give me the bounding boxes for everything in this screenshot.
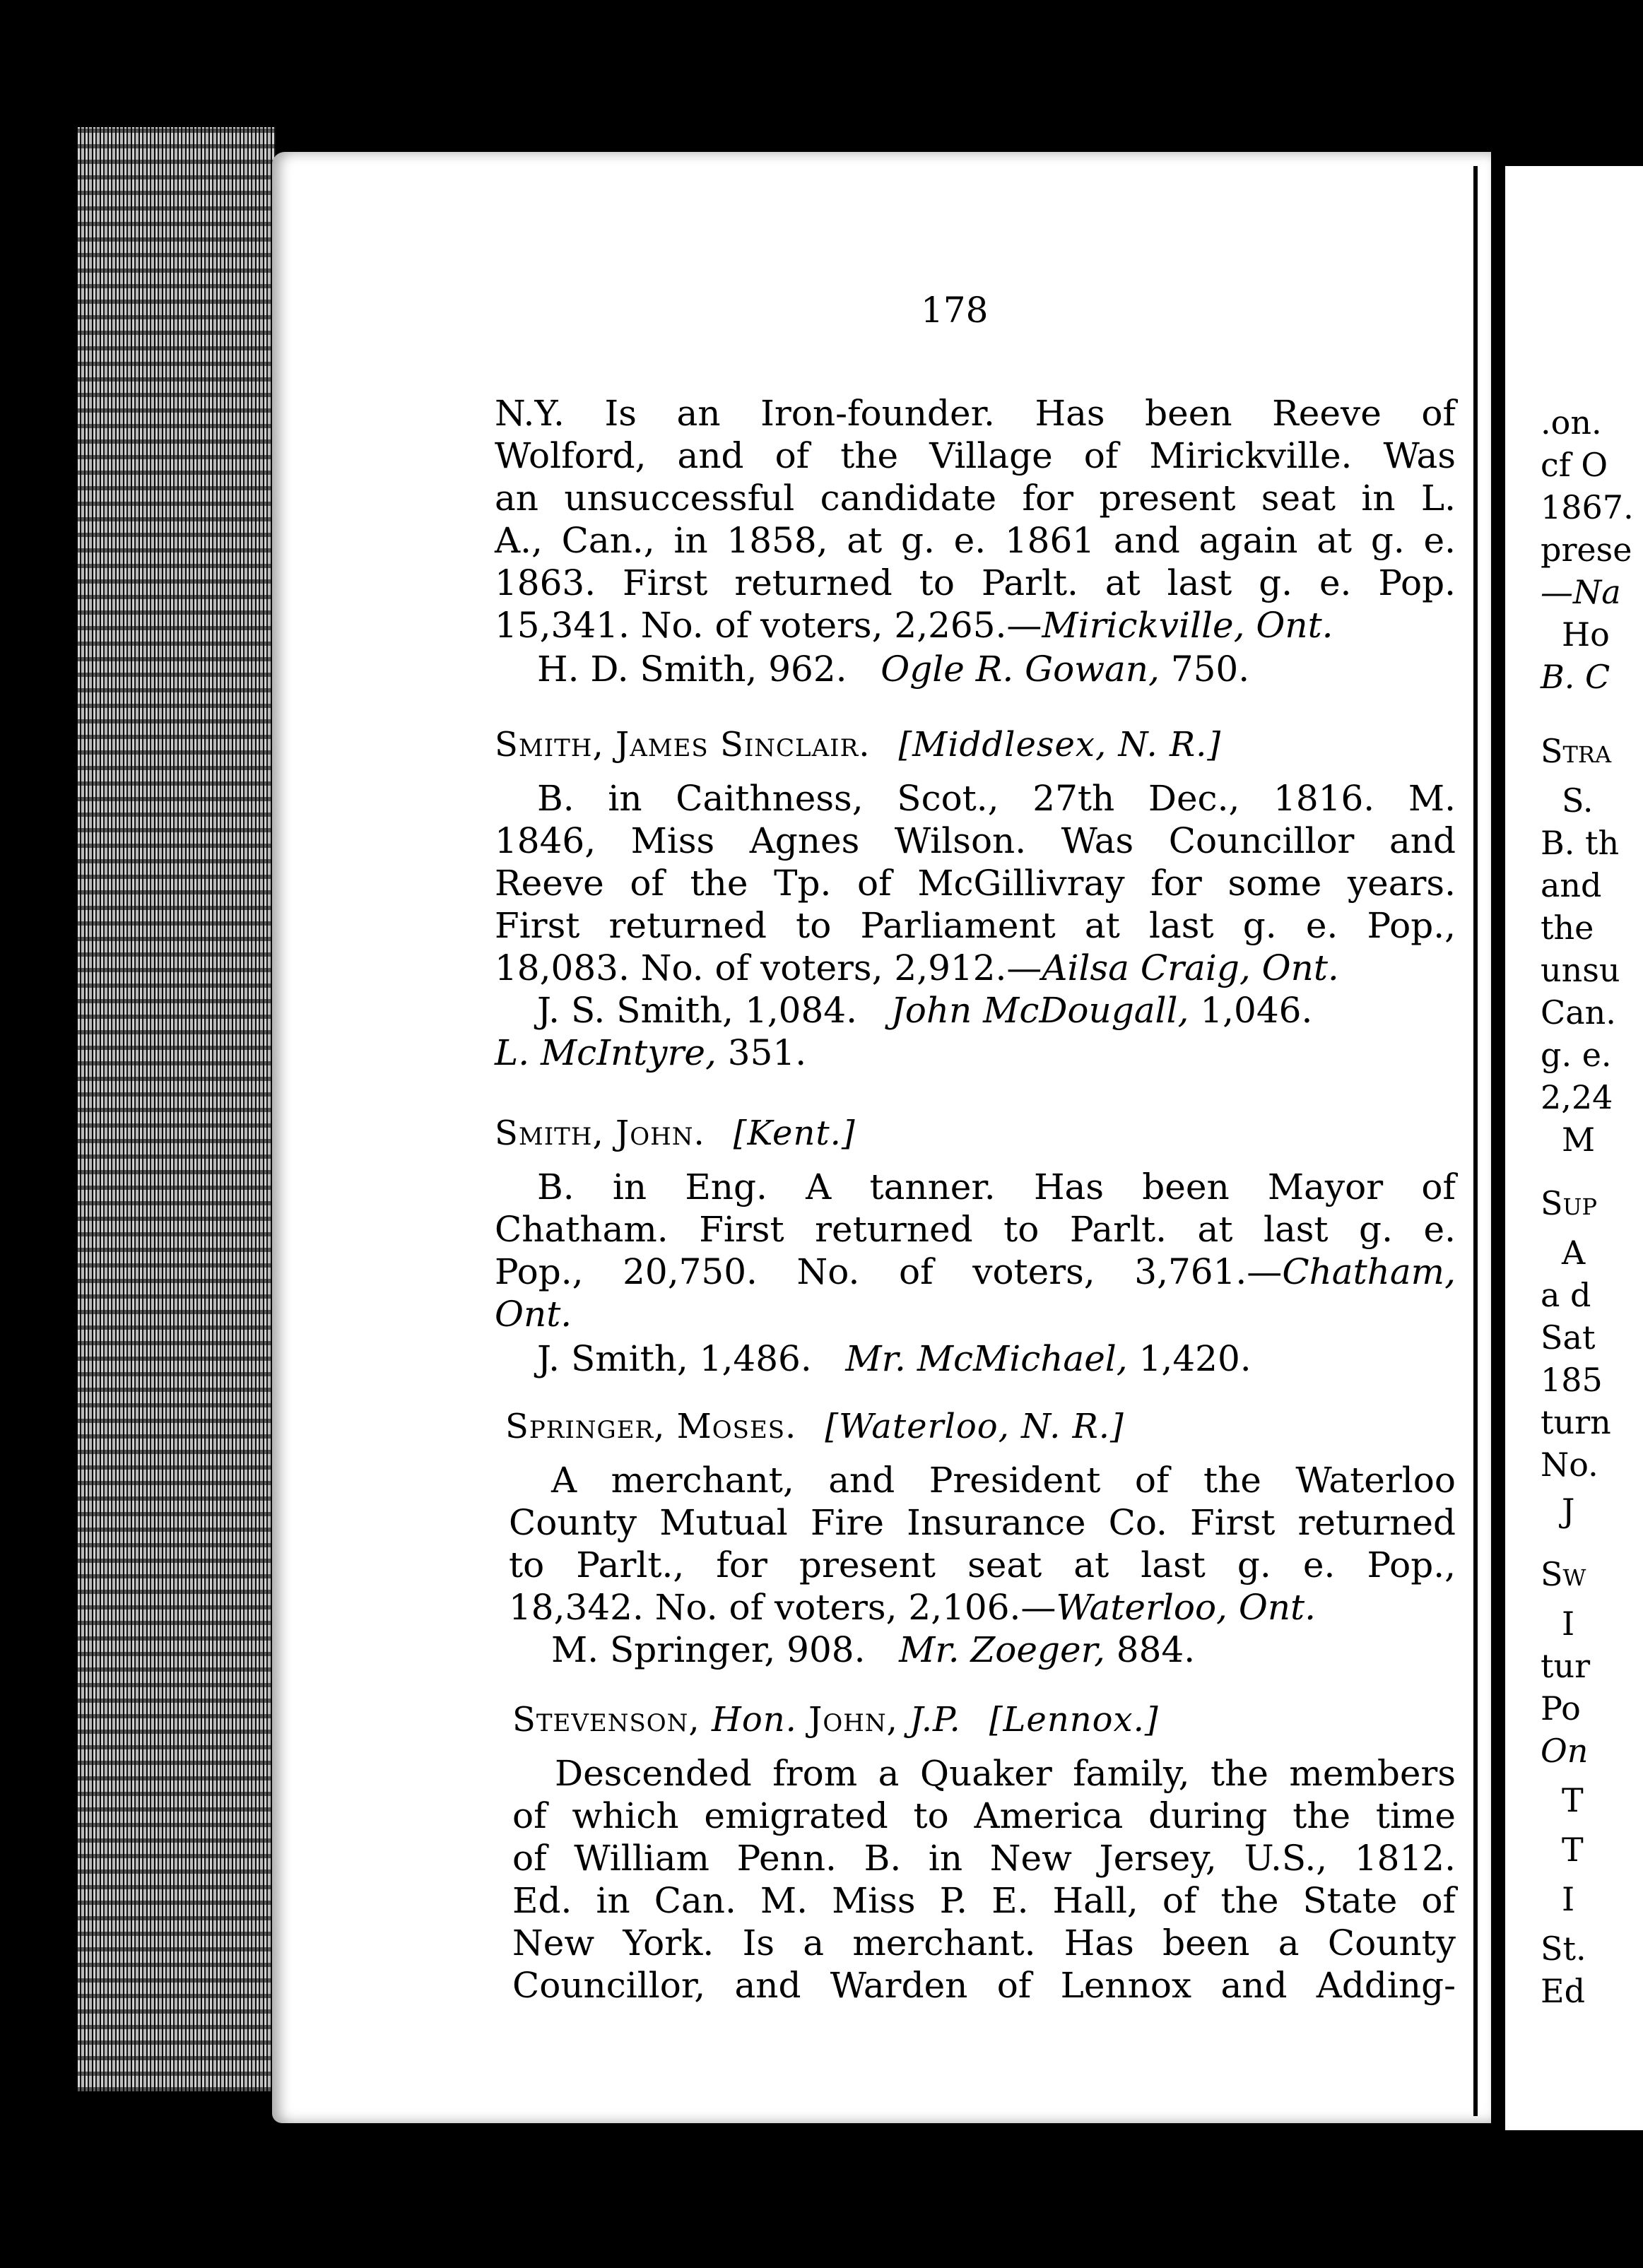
springer-line-3: to Parlt., for present seat at last g. e. Pop.,: [509, 1545, 1456, 1585]
springer-line-1: A merchant, and President of the Waterloo: [551, 1460, 1456, 1501]
facing-line: turn: [1541, 1403, 1611, 1441]
facing-line: g. e.: [1541, 1036, 1612, 1074]
continuation-line-6: [495, 605, 1456, 646]
entry-name: Springer, Moses.: [505, 1407, 797, 1446]
poll-loser-votes: 750.: [1170, 649, 1250, 690]
facing-line: M: [1562, 1121, 1596, 1159]
page-gutter: [1473, 166, 1478, 2116]
smith-john-line-4: Ont.: [495, 1294, 572, 1335]
facing-line: prese: [1541, 531, 1632, 569]
poll-loser-votes: 1,046.: [1200, 990, 1313, 1031]
stevenson-line-3: of William Penn. B. in New Jersey, U.S., 1812.: [512, 1838, 1456, 1879]
facing-line: —Na: [1541, 573, 1621, 611]
entry-name-given: John,: [808, 1700, 898, 1740]
poll-loser: John McDougall,: [890, 990, 1189, 1031]
facing-line: .on.: [1541, 403, 1602, 442]
facing-line: cf O: [1541, 446, 1608, 484]
entry-constituency: [Waterloo, N. R.]: [825, 1407, 1124, 1446]
facing-line: T: [1562, 1831, 1584, 1869]
stevenson-line-6: Councillor, and Warden of Lennox and Adding-: [512, 1965, 1456, 2006]
entry-constituency: [Middlesex, N. R.]: [898, 725, 1222, 764]
page-stack-texture: [78, 127, 276, 2091]
facing-line: B. C: [1541, 658, 1610, 696]
poll-third: L. McIntyre,: [495, 1032, 717, 1073]
facing-line: Can.: [1541, 993, 1616, 1032]
smith-john-stats: Pop., 20,750. No. of voters, 3,761.—: [495, 1251, 1283, 1292]
facing-line: and: [1541, 866, 1602, 904]
facing-line: St.: [1541, 1930, 1586, 1968]
stevenson-line-5: New York. Is a merchant. Has been a County: [512, 1923, 1456, 1963]
smith-james-line-5: [495, 947, 1456, 988]
entry-constituency: [Lennox.]: [989, 1700, 1159, 1740]
poll-loser-votes: 1,420.: [1138, 1338, 1252, 1379]
poll-loser: Mr. McMichael,: [845, 1338, 1128, 1379]
smith-james-line-2: 1846, Miss Agnes Wilson. Was Councillor and: [495, 820, 1456, 861]
poll-winner: M. Springer, 908.: [551, 1629, 866, 1670]
springer-residence: Waterloo, Ont.: [1056, 1587, 1317, 1628]
facing-line: a d: [1541, 1276, 1591, 1314]
continuation-residence: Mirickville, Ont.: [1042, 605, 1333, 646]
entry-constituency: [Kent.]: [733, 1114, 856, 1153]
entry-heading-smith-john: [495, 1114, 856, 1153]
smith-james-poll: [537, 990, 1456, 1031]
smith-john-residence: Chatham,: [1282, 1251, 1456, 1292]
smith-john-line-1: B. in Eng. A tanner. Has been Mayor of: [537, 1167, 1456, 1207]
smith-james-stats: 18,083. No. of voters, 2,912.—: [495, 947, 1042, 988]
stevenson-line-2: of which emigrated to America during the time: [512, 1795, 1456, 1836]
facing-line: No.: [1541, 1446, 1598, 1484]
facing-line: On: [1541, 1732, 1589, 1770]
entry-honorific: Hon.: [711, 1700, 797, 1740]
facing-line: T: [1562, 1781, 1584, 1819]
facing-line: I: [1562, 1605, 1575, 1643]
poll-winner: H. D. Smith, 962.: [537, 649, 847, 690]
facing-line: Sat: [1541, 1318, 1596, 1357]
continuation-line-3: an unsuccessful candidate for present seat in L.: [495, 478, 1456, 519]
entry-name: Smith, John.: [495, 1114, 705, 1153]
facing-line: B. th: [1541, 824, 1620, 862]
facing-line: Sw: [1541, 1555, 1586, 1593]
continuation-poll: [537, 649, 1456, 690]
entry-heading-springer: [505, 1407, 1124, 1446]
facing-line: unsu: [1541, 951, 1620, 989]
continuation-line-4: A., Can., in 1858, at g. e. 1861 and again at g. e.: [495, 520, 1456, 561]
smith-james-residence: Ailsa Craig, Ont.: [1042, 947, 1339, 988]
facing-line: 2,24: [1541, 1078, 1613, 1116]
springer-line-4: [509, 1587, 1456, 1628]
facing-line: Sup: [1541, 1184, 1598, 1222]
entry-title: J.P.: [909, 1700, 961, 1740]
smith-john-line-3: [495, 1251, 1456, 1292]
continuation-line-5: 1863. First returned to Parlt. at last g. e. Pop.: [495, 562, 1456, 603]
poll-loser: Mr. Zoeger,: [899, 1629, 1105, 1670]
smith-john-poll: [537, 1338, 1456, 1379]
facing-line: Ho: [1562, 615, 1610, 654]
smith-james-line-1: B. in Caithness, Scot., 27th Dec., 1816. M.: [537, 778, 1456, 819]
smith-john-line-2: Chatham. First returned to Parlt. at last g. e.: [495, 1209, 1456, 1250]
springer-stats: 18,342. No. of voters, 2,106.—: [509, 1587, 1056, 1628]
smith-james-line-4: First returned to Parliament at last g. e. Pop.,: [495, 905, 1456, 946]
facing-line: 1867.: [1541, 488, 1634, 526]
facing-line: 185: [1541, 1361, 1603, 1399]
poll-loser: Ogle R. Gowan,: [881, 649, 1160, 690]
poll-third-votes: 351.: [727, 1032, 807, 1073]
springer-poll: [551, 1629, 1456, 1670]
facing-line: Stra: [1541, 732, 1612, 770]
smith-james-line-3: Reeve of the Tp. of McGillivray for some years.: [495, 863, 1456, 904]
facing-line: Ed: [1541, 1972, 1586, 2010]
entry-heading-smith-james: [495, 725, 1222, 764]
continuation-line-2: Wolford, and of the Village of Mirickville. Was: [495, 435, 1456, 476]
facing-line: S.: [1562, 781, 1594, 820]
continuation-line-1: N.Y. Is an Iron-founder. Has been Reeve of: [495, 393, 1456, 434]
stevenson-line-4: Ed. in Can. M. Miss P. E. Hall, of the State of: [512, 1880, 1456, 1921]
facing-line: Po: [1541, 1689, 1581, 1727]
facing-line: J: [1562, 1492, 1575, 1530]
smith-james-poll-third: [495, 1032, 1456, 1073]
poll-winner: J. S. Smith, 1,084.: [537, 990, 857, 1031]
facing-line: tur: [1541, 1647, 1591, 1685]
poll-winner: J. Smith, 1,486.: [537, 1338, 812, 1379]
entry-name-prefix: Stevenson,: [512, 1700, 700, 1740]
facing-line: the: [1541, 909, 1594, 947]
poll-loser-votes: 884.: [1116, 1629, 1196, 1670]
facing-page-fragment: [1505, 166, 1643, 2130]
continuation-stats: 15,341. No. of voters, 2,265.—: [495, 605, 1042, 646]
page-number: 178: [921, 290, 989, 331]
facing-line: A: [1562, 1234, 1586, 1272]
springer-line-2: County Mutual Fire Insurance Co. First returned: [509, 1502, 1456, 1543]
entry-name: Smith, James Sinclair.: [495, 725, 871, 764]
stevenson-line-1: Descended from a Quaker family, the members: [555, 1753, 1456, 1794]
entry-heading-stevenson: [512, 1700, 1159, 1740]
facing-line: I: [1562, 1880, 1575, 1918]
